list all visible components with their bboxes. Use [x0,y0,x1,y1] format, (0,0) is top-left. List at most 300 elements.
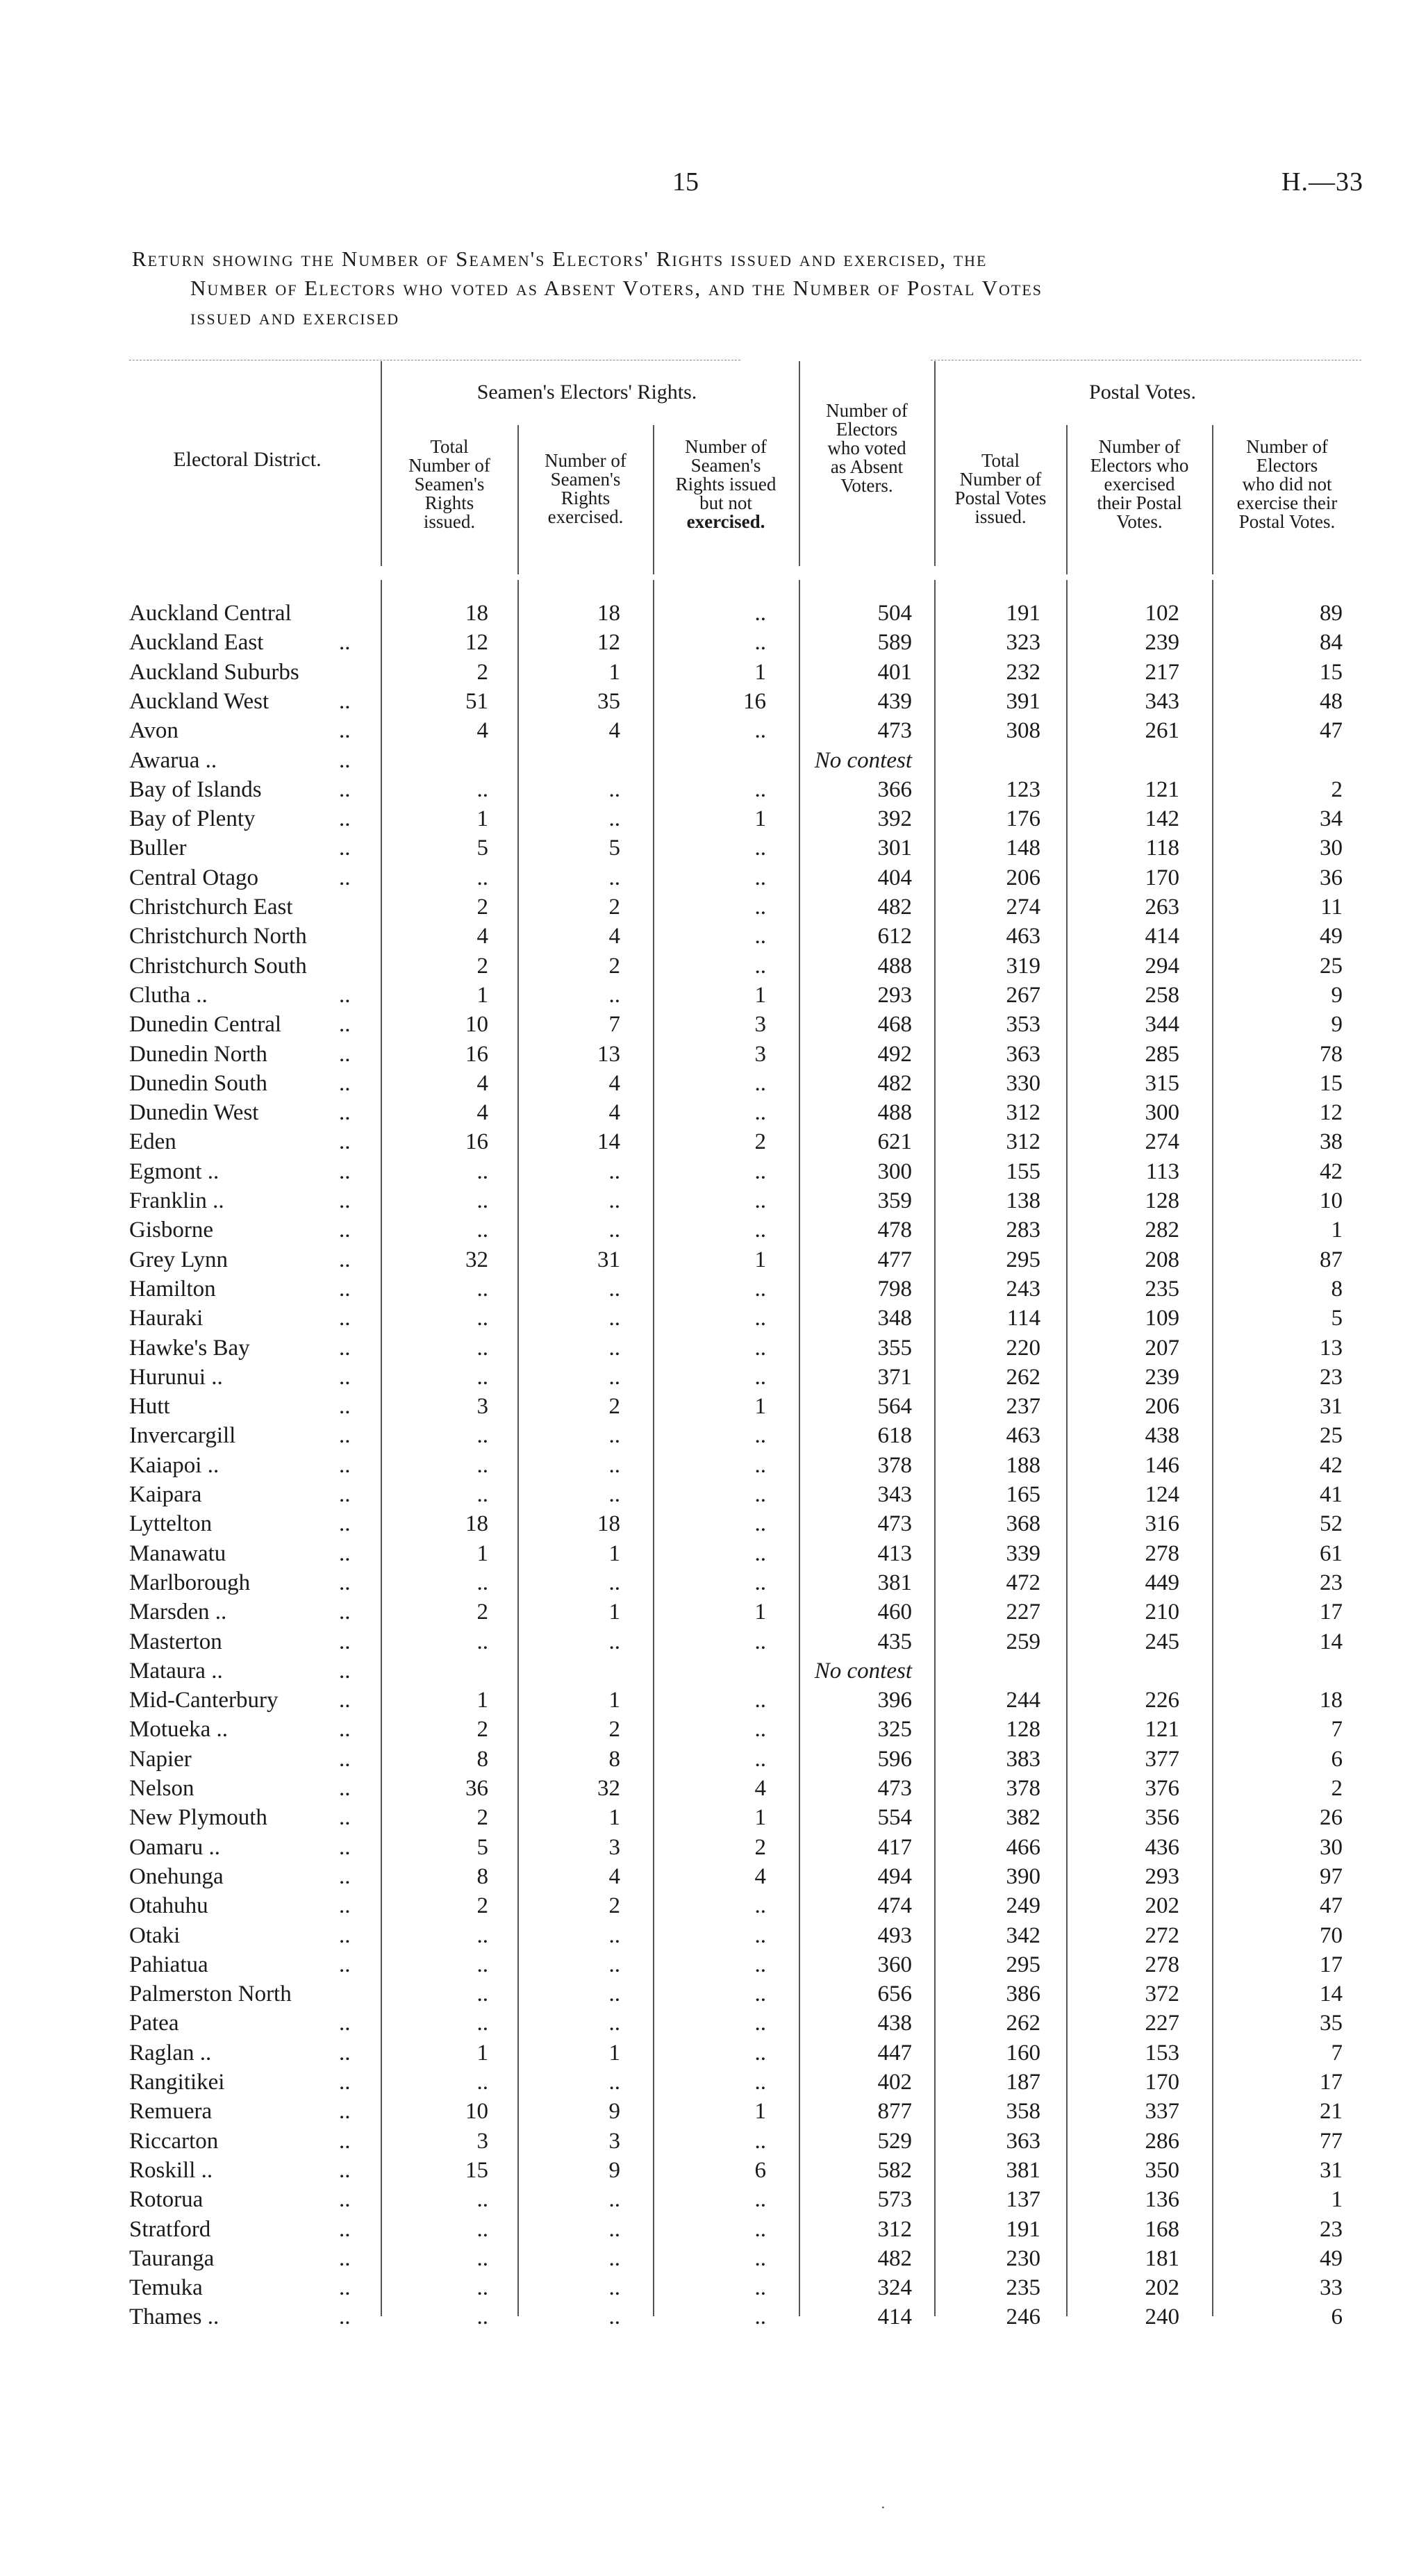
column-rule [1066,425,1068,574]
cell-postex: 170 [1145,865,1179,890]
leader-dots: .. [339,2245,351,2271]
column-rule [517,425,519,574]
district-name: Otahuhu [129,1893,208,1919]
cell-postal: 312 [1006,1129,1040,1155]
district-name: Otaki [129,1922,181,1948]
district-name: Marlborough [129,1570,251,1595]
cell-postno: 87 [1320,1247,1343,1272]
leader-dots: .. [339,1188,351,1213]
cell-total: 2 [476,1717,488,1743]
cell-absent: 438 [877,2011,912,2036]
cell-notex: .. [754,836,766,861]
cell-absent: 324 [877,2275,912,2301]
table-row [0,1862,1419,1891]
district-name: Franklin .. [129,1188,224,1213]
district-name: Masterton [129,1629,222,1654]
district-name: Central Otago [129,865,259,890]
cell-notex: .. [754,1158,766,1184]
table-row [0,1098,1419,1127]
cell-postex: 316 [1145,1511,1179,1537]
cell-notex: .. [754,1893,766,1919]
leader-dots: .. [339,2275,351,2301]
cell-notex: 1 [754,1394,766,1420]
cell-postex: 170 [1145,2070,1179,2095]
cell-postno: 38 [1320,1129,1343,1155]
district-name: Invercargill [129,1423,236,1449]
cell-absent: 618 [877,1423,912,1449]
leader-dots: .. [339,2216,351,2242]
cell-postno: 14 [1320,1981,1343,2007]
cell-total: 1 [476,982,488,1008]
cell-postal: 339 [1006,1540,1040,1566]
cell-total: 1 [476,2040,488,2066]
district-name: Kaipara [129,1482,202,1507]
cell-postex: 337 [1145,2099,1179,2125]
cell-exer: 35 [597,688,620,714]
table-row [0,1627,1419,1656]
district-name: Grey Lynn [129,1247,229,1272]
cell-postno: 18 [1320,1688,1343,1713]
cell-notex: 1 [754,1247,766,1272]
cell-exer: .. [608,2304,620,2330]
cell-total: 3 [476,1394,488,1420]
cell-postal: 353 [1006,1012,1040,1038]
cell-postex: 343 [1145,688,1179,714]
cell-notex: .. [754,953,766,979]
cell-total: 5 [476,836,488,861]
cell-notex: 1 [754,1599,766,1625]
cell-postno: 89 [1320,601,1343,626]
leader-dots: .. [339,2099,351,2125]
table-row [0,1979,1419,2009]
cell-postex: 261 [1145,718,1179,744]
cell-total: .. [476,1276,488,1302]
cell-total: 4 [476,924,488,949]
district-name: Auckland Suburbs [129,659,299,685]
cell-postal: 206 [1006,865,1040,890]
cell-postal: 235 [1006,2275,1040,2301]
cell-postal: 128 [1006,1717,1040,1743]
cell-notex: .. [754,1511,766,1537]
cell-postal: 274 [1006,895,1040,920]
cell-total: 2 [476,1893,488,1919]
cell-notex: .. [754,2040,766,2066]
cell-total: 5 [476,1834,488,1860]
title-line-2: Number of Electors who voted as Absent Voters, and the Number of Postal Votes [190,276,1043,300]
leader-dots: .. [339,982,351,1008]
cell-postex: 278 [1145,1952,1179,1977]
cell-total: .. [476,2304,488,2330]
cell-postex: 146 [1145,1452,1179,1478]
leader-dots: .. [339,1276,351,1302]
cell-postal: 295 [1006,1952,1040,1977]
cell-notex: .. [754,2128,766,2154]
cell-total: 32 [465,1247,488,1272]
cell-absent: 564 [877,1394,912,1420]
table-row [0,981,1419,1010]
table-row [0,2097,1419,2126]
district-name: Stratford [129,2216,211,2242]
table-row [0,2127,1419,2156]
cell-exer: .. [608,1276,620,1302]
leader-dots: .. [339,1629,351,1654]
cell-absent: 488 [877,953,912,979]
district-name: Rotorua [129,2187,204,2213]
cell-postno: 33 [1320,2275,1343,2301]
table-row [0,1715,1419,1744]
leader-dots: .. [339,718,351,744]
cell-postal: 188 [1006,1452,1040,1478]
cell-postex: 239 [1145,1364,1179,1390]
cell-postal: 237 [1006,1394,1040,1420]
cell-absent: 413 [877,1540,912,1566]
cell-notex: 1 [754,982,766,1008]
table-row [0,1509,1419,1538]
cell-absent: 447 [877,2040,912,2066]
cell-absent: 325 [877,1717,912,1743]
cell-total: .. [476,2216,488,2242]
district-name: Nelson [129,1776,194,1801]
title-line-3: issued and exercised [190,305,400,329]
cell-postno: 84 [1320,630,1343,656]
cell-total: 15 [465,2157,488,2183]
district-name: Remuera [129,2099,213,2125]
leader-dots: .. [339,1423,351,1449]
district-name: Christchurch East [129,895,293,920]
table-row [0,1392,1419,1421]
cell-postno: 17 [1320,2070,1343,2095]
cell-total: .. [476,1158,488,1184]
cell-notex: .. [754,1717,766,1743]
cell-exer: .. [608,982,620,1008]
cell-postex: 235 [1145,1276,1179,1302]
postal-not-exercised-header: Number of Electors who did not exercise their Postal Votes. [1236,436,1338,532]
cell-exer: 4 [608,1863,620,1889]
cell-notex: .. [754,2275,766,2301]
cell-notex: .. [754,1423,766,1449]
cell-notex: 16 [743,688,766,714]
cell-postex: 278 [1145,1540,1179,1566]
cell-absent: No contest [814,1658,912,1684]
cell-postex: 102 [1145,601,1179,626]
table-row [0,599,1419,628]
cell-postal: 138 [1006,1188,1040,1213]
table-row [0,1803,1419,1832]
cell-exer: .. [608,1482,620,1507]
table-row [0,1774,1419,1803]
cell-postal: 390 [1006,1863,1040,1889]
cell-total: 36 [465,1776,488,1801]
district-name: Auckland East [129,630,264,656]
cell-postal: 243 [1006,1276,1040,1302]
cell-absent: 573 [877,2187,912,2213]
district-name: Roskill .. [129,2157,213,2183]
cell-postno: 21 [1320,2099,1343,2125]
cell-notex: .. [754,1746,766,1772]
cell-postno: 1 [1331,2187,1343,2213]
cell-total: 1 [476,1540,488,1566]
table-row [0,1686,1419,1715]
cell-absent: 612 [877,924,912,949]
cell-postal: 378 [1006,1776,1040,1801]
cell-notex: .. [754,2011,766,2036]
cell-exer: 1 [608,1805,620,1831]
cell-postex: 285 [1145,1041,1179,1067]
cell-notex: 6 [754,2157,766,2183]
district-name: Hamilton [129,1276,216,1302]
table-row [0,1069,1419,1098]
cell-total: 1 [476,806,488,832]
cell-absent: 582 [877,2157,912,2183]
district-name: Thames .. [129,2304,219,2330]
cell-postal: 295 [1006,1247,1040,1272]
cell-total: 4 [476,718,488,744]
cell-absent: 435 [877,1629,912,1654]
cell-exer: 9 [608,2099,620,2125]
cell-postno: 11 [1320,895,1343,920]
cell-exer: .. [608,2216,620,2242]
table-row [0,2215,1419,2244]
cell-total: .. [476,1188,488,1213]
table-row [0,1304,1419,1333]
district-name: Hutt [129,1394,170,1420]
cell-exer: 9 [608,2157,620,2183]
district-name: Hawke's Bay [129,1335,250,1361]
leader-dots: .. [339,747,351,773]
cell-notex: .. [754,601,766,626]
cell-exer: .. [608,1306,620,1331]
cell-absent: 488 [877,1100,912,1126]
leader-dots: .. [339,1129,351,1155]
cell-absent: 478 [877,1218,912,1243]
table-row [0,892,1419,922]
cell-postno: 7 [1331,1717,1343,1743]
cell-postno: 70 [1320,1922,1343,1948]
cell-postal: 383 [1006,1746,1040,1772]
leader-dots: .. [339,2040,351,2066]
cell-absent: 798 [877,1276,912,1302]
cell-absent: 477 [877,1247,912,1272]
cell-notex: 4 [754,1776,766,1801]
cell-absent: 596 [877,1746,912,1772]
cell-notex: .. [754,1482,766,1507]
cell-postex: 208 [1145,1247,1179,1272]
cell-total: .. [476,1335,488,1361]
cell-postex: 226 [1145,1688,1179,1713]
cell-postex: 258 [1145,982,1179,1008]
cell-absent: 439 [877,688,912,714]
cell-exer: 8 [608,1746,620,1772]
cell-absent: 473 [877,718,912,744]
leader-dots: .. [339,1070,351,1096]
district-name: Manawatu [129,1540,226,1566]
district-name: Marsden .. [129,1599,227,1625]
cell-total: 51 [465,688,488,714]
district-name: Bay of Plenty [129,806,256,832]
district-name: Riccarton [129,2128,219,2154]
cell-postex: 356 [1145,1805,1179,1831]
cell-total: 2 [476,1599,488,1625]
title-line-1: Return showing the Number of Seamen's Electors' Rights issued and exercised, the [132,247,988,271]
leader-dots: .. [339,1746,351,1772]
cell-total: 12 [465,630,488,656]
leader-dots: .. [339,1570,351,1595]
cell-notex: .. [754,2187,766,2213]
cell-absent: 473 [877,1511,912,1537]
cell-exer: .. [608,1364,620,1390]
cell-notex: .. [754,2070,766,2095]
table-row [0,2302,1419,2332]
cell-notex: 1 [754,659,766,685]
cell-postex: 217 [1145,659,1179,685]
table-row [0,1040,1419,1069]
cell-postno: 5 [1331,1306,1343,1331]
cell-total: .. [476,776,488,802]
cell-notex: .. [754,1688,766,1713]
cell-total: 2 [476,1805,488,1831]
cell-notex: 1 [754,1805,766,1831]
table-row [0,1010,1419,1039]
cell-total: 18 [465,1511,488,1537]
cell-absent: 529 [877,2128,912,2154]
cell-postal: 472 [1006,1570,1040,1595]
cell-absent: 359 [877,1188,912,1213]
cell-exer: 2 [608,1394,620,1420]
cell-postex: 207 [1145,1335,1179,1361]
cell-postex: 113 [1145,1158,1179,1184]
table-row [0,2038,1419,2068]
cell-postal: 323 [1006,630,1040,656]
leader-dots: .. [339,1100,351,1126]
table-row [0,1451,1419,1480]
cell-exer: .. [608,2275,620,2301]
table-row [0,1245,1419,1274]
cell-absent: 474 [877,1893,912,1919]
cell-exer: .. [608,1423,620,1449]
cell-postex: 153 [1145,2040,1179,2066]
leader-dots: .. [339,2011,351,2036]
cell-postex: 206 [1145,1394,1179,1420]
seamen-exercised-header: Number of Seamen's Rights exercised. [545,450,626,527]
cell-absent: 348 [877,1306,912,1331]
cell-exer: .. [608,1452,620,1478]
cell-postex: 344 [1145,1012,1179,1038]
cell-postal: 308 [1006,718,1040,744]
cell-exer: 4 [608,1070,620,1096]
cell-total: 4 [476,1070,488,1096]
table-row [0,833,1419,863]
leader-dots: .. [339,776,351,802]
cell-notex: .. [754,1306,766,1331]
cell-notex: .. [754,1629,766,1654]
cell-total: .. [476,1423,488,1449]
table-row [0,775,1419,804]
cell-absent: 493 [877,1922,912,1948]
cell-postex: 202 [1145,1893,1179,1919]
cell-notex: .. [754,1188,766,1213]
cell-postal: 123 [1006,776,1040,802]
cell-postex: 282 [1145,1218,1179,1243]
cell-postal: 283 [1006,1218,1040,1243]
cell-exer: .. [608,2011,620,2036]
cell-notex: .. [754,1276,766,1302]
leader-dots: .. [339,1863,351,1889]
cell-postal: 160 [1006,2040,1040,2066]
cell-notex: .. [754,2304,766,2330]
table-title [132,244,1365,332]
cell-postal: 249 [1006,1893,1040,1919]
cell-total: 16 [465,1129,488,1155]
cell-absent: 468 [877,1012,912,1038]
table-row [0,746,1419,775]
table-row [0,1745,1419,1774]
cell-notex: 2 [754,1834,766,1860]
leader-dots: .. [339,1511,351,1537]
cell-postno: 47 [1320,718,1343,744]
cell-total: .. [476,1629,488,1654]
table-row [0,1921,1419,1950]
district-name: Hauraki [129,1306,204,1331]
cell-absent: No contest [814,747,912,773]
cell-total: 1 [476,1688,488,1713]
leader-dots: .. [339,2187,351,2213]
cell-exer: 32 [597,1776,620,1801]
cell-postno: 30 [1320,836,1343,861]
cell-postno: 97 [1320,1863,1343,1889]
cell-exer: 5 [608,836,620,861]
district-name: Tauranga [129,2245,215,2271]
cell-absent: 877 [877,2099,912,2125]
cell-exer: 1 [608,2040,620,2066]
table-row [0,952,1419,981]
cell-absent: 301 [877,836,912,861]
cell-postal: 137 [1006,2187,1040,2213]
cell-postno: 2 [1331,776,1343,802]
cell-postex: 121 [1145,776,1179,802]
cell-absent: 417 [877,1834,912,1860]
cell-exer: 1 [608,1688,620,1713]
cell-total: .. [476,2275,488,2301]
cell-exer: .. [608,776,620,802]
cell-postex: 350 [1145,2157,1179,2183]
cell-postno: 48 [1320,688,1343,714]
cell-postex: 272 [1145,1922,1179,1948]
cell-postal: 358 [1006,2099,1040,2125]
cell-total: .. [476,1218,488,1243]
cell-absent: 656 [877,1981,912,2007]
stray-mark: · [881,2500,886,2516]
cell-postno: 30 [1320,1834,1343,1860]
cell-exer: .. [608,806,620,832]
cell-postal: 319 [1006,953,1040,979]
leader-dots: .. [339,1952,351,1977]
cell-exer: 1 [608,659,620,685]
cell-total: .. [476,865,488,890]
cell-total: 2 [476,953,488,979]
table-row [0,863,1419,892]
cell-postal: 259 [1006,1629,1040,1654]
leader-dots: .. [339,1922,351,1948]
cell-absent: 460 [877,1599,912,1625]
cell-postal: 191 [1006,601,1040,626]
cell-total: .. [476,1981,488,2007]
cell-notex: .. [754,1364,766,1390]
district-name: Bay of Islands [129,776,262,802]
leader-dots: .. [339,1335,351,1361]
cell-postno: 15 [1320,1070,1343,1096]
table-row [0,628,1419,657]
cell-notex: .. [754,1570,766,1595]
